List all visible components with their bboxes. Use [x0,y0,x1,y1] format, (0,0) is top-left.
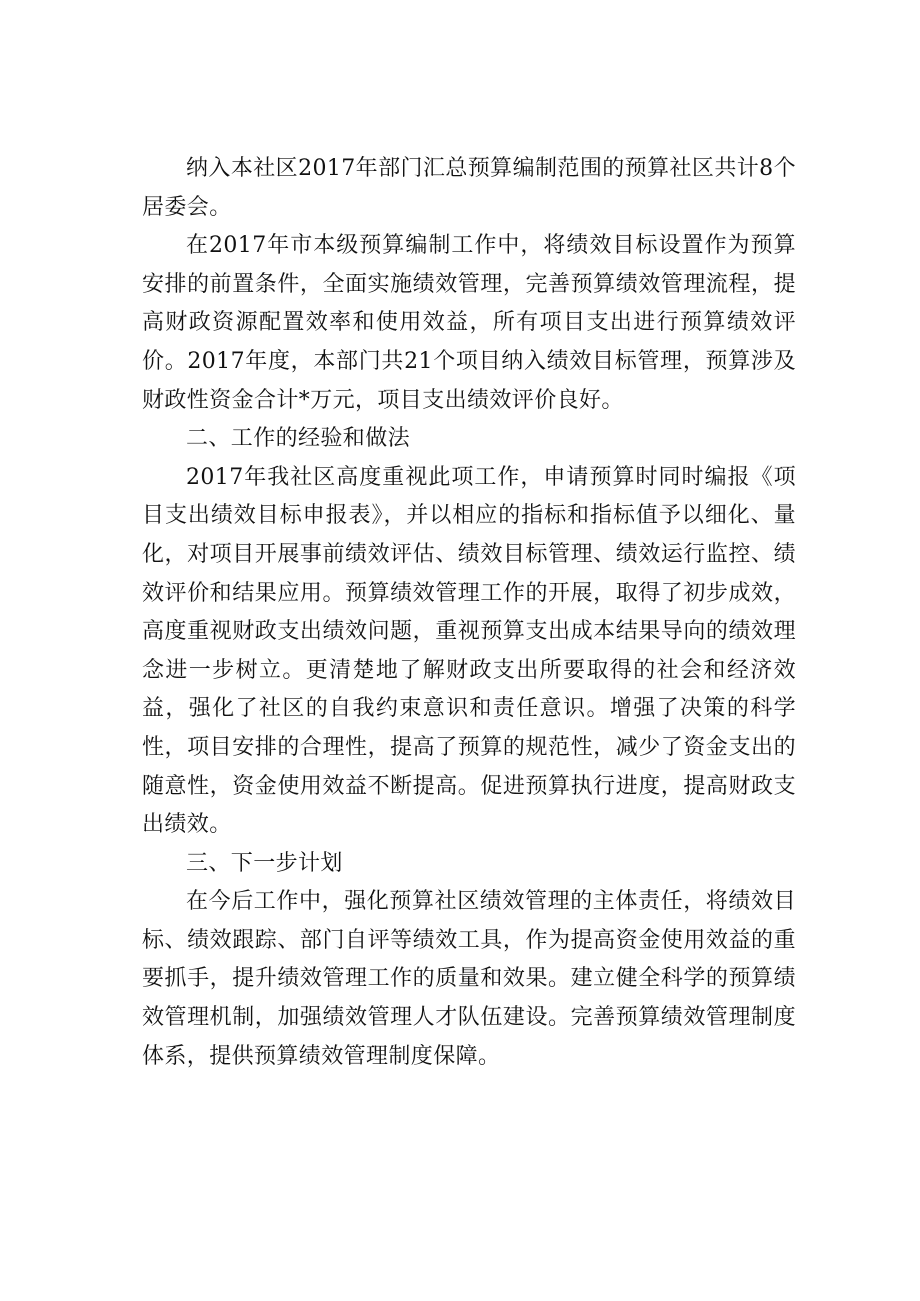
section-heading-next-plan: 三、下一步计划 [186,850,343,876]
intro-paragraph-performance: 在2017年市本级预算编制工作中，将绩效目标设置作为预算安排的前置条件，全面实施绩效管理，完善预算绩效管理流程，提高财政资源配置效率和使用效益，所有项目支出进行预算绩效评价。2017年度，本部门共21个项目纳入绩效目标管理，预算涉及财政性资金合计*万元，项目支出绩效评价良好。 [142,233,796,413]
section-heading-experience: 二、工作的经验和做法 [186,426,411,452]
section-paragraph-next-plan: 在今后工作中，强化预算社区绩效管理的主体责任，将绩效目标、绩效跟踪、部门自评等绩效工具，作为提高资金使用效益的重要抓手，提升绩效管理工作的质量和效果。建立健全科学的预算绩效管理机制，加强绩效管理人才队伍建设。完善预算绩效管理制度体系，提供预算绩效管理制度保障。 [142,889,796,1069]
intro-paragraph-scope: 纳入本社区2017年部门汇总预算编制范围的预算社区共计8个居委会。 [142,156,796,220]
section-paragraph-experience: 2017年我社区高度重视此项工作，申请预算时同时编报《项目支出绩效目标申报表》，并以相应的指标和指标值予以细化、量化，对项目开展事前绩效评估、绩效目标管理、绩效运行监控、绩效评价和结果应用。预算绩效管理工作的开展，取得了初步成效，高度重视财政支出绩效问题，重视预算支出成本结果导向的绩效理念进一步树立。更清楚地了解财政支出所要取得的社会和经济效益，强化了社区的自我约束意识和责任意识。增强了决策的科学性，项目安排的合理性，提高了预算的规范性，减少了资金支出的随意性，资金使用效益不断提高。促进预算执行进度，提高财政支出绩效。 [142,464,796,838]
document-page [142,150,796,1076]
